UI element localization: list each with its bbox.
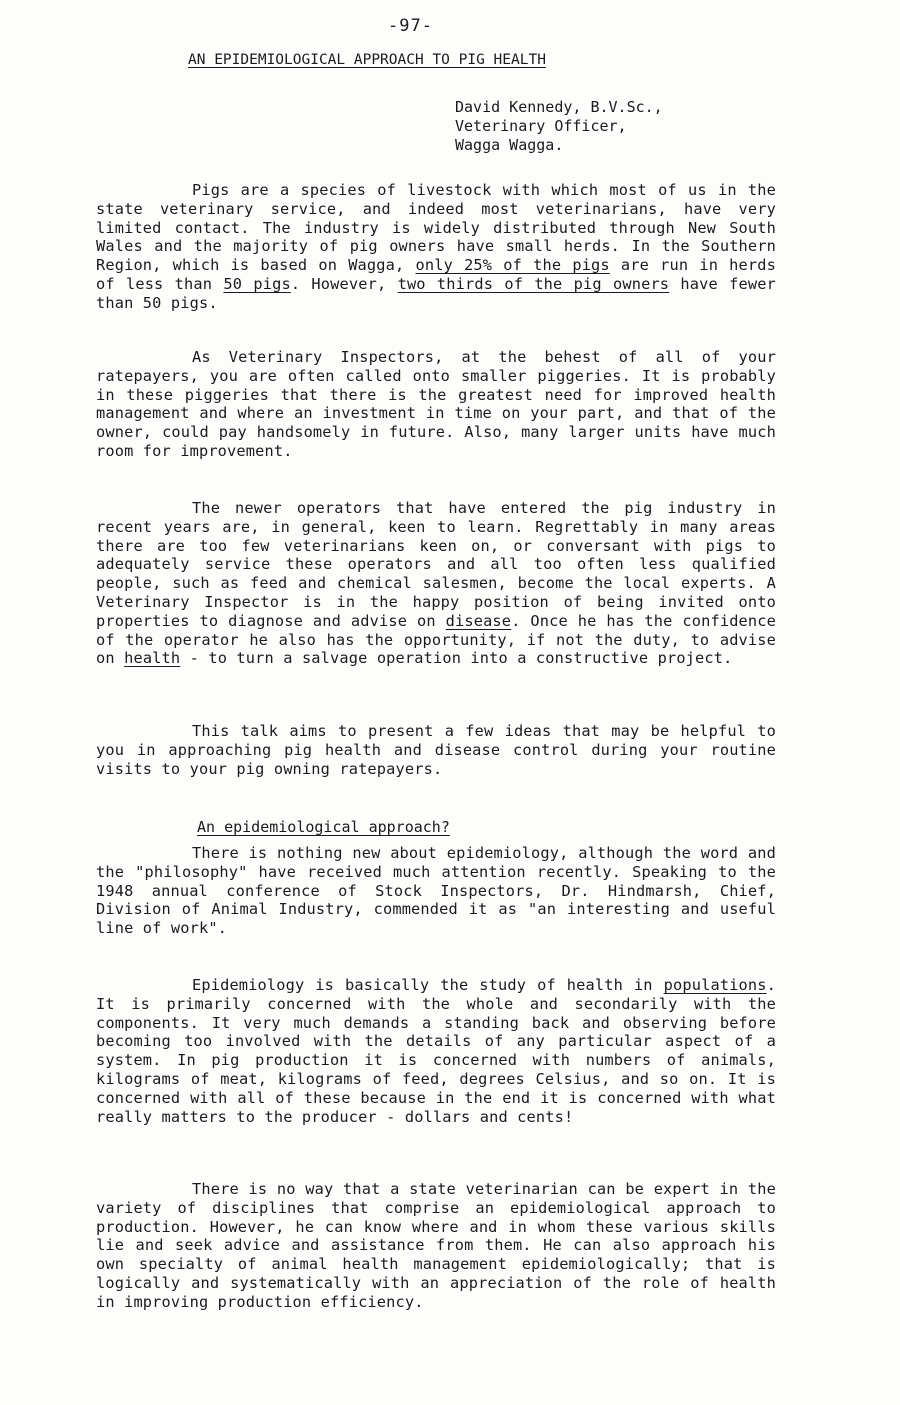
- underlined-text: 50 pigs: [223, 274, 291, 293]
- document-title: AN EPIDEMIOLOGICAL APPROACH TO PIG HEALTH: [188, 52, 546, 68]
- underlined-text: two thirds of the pig owners: [397, 274, 670, 293]
- author-name: David Kennedy, B.V.Sc.,: [455, 98, 663, 116]
- paragraph-text: Epidemiology is basically the study of health in: [192, 976, 664, 994]
- paragraph-talk-aims: This talk aims to present a few ideas that may be helpful to you in approaching pig health and disease control during your routine visits to your pig owning ratepayers.: [96, 722, 776, 778]
- paragraph-epidemiology-history: There is nothing new about epidemiology, although the word and the "philosophy" have received much attention recently. Speaking to the 1948 annual conference of Stock Inspectors, Dr. Hindmarsh, Chief, Division of Animal Industry, commended it as "an interesting and useful line of work".: [96, 844, 776, 938]
- paragraph-text: are run in herds of less than: [96, 256, 776, 293]
- author-location: Wagga Wagga.: [455, 136, 564, 154]
- paragraph-text: - to turn a salvage operation into a constructive project.: [180, 649, 733, 668]
- paragraph-text: Pigs are a species of livestock with which most of us in the state veterinary service, and indeed most veterinarians, have very limited contact. The industry is widely distributed through New South Wales and the majority of pig owners have small herds. In the Southern Region, which is based on Wagga,: [96, 181, 776, 275]
- paragraph-text: have fewer than 50 pigs.: [96, 274, 776, 312]
- section-heading: An epidemiological approach?: [197, 818, 450, 836]
- paragraph-text: . However,: [290, 274, 398, 293]
- underlined-text: disease: [445, 611, 512, 630]
- underlined-text: only 25% of the pigs: [415, 256, 610, 275]
- underlined-text: health: [124, 649, 181, 668]
- paragraph-text: . It is primarily concerned with the whole and secondarily with the components. It very much demands a standing back and observing before becoming too involved with the details of any particular aspect of a system. In pig production it is concerned with numbers of animals, kilograms of meat, kilograms of feed, degrees Celsius, and so on. It is concerned with all of these because in the end it is concerned with what really matters to the producer - dollars and cents!: [96, 976, 776, 1126]
- paragraph-text: The newer operators that have entered the pig industry in recent years are, in general, keen to learn. Regrettably in many areas there are too few veterinarians keen on, or conversant with pigs to adequately service these operators and all too often less qualified people, such as feed and chemical salesmen, become the local experts. A Veterinary Inspector is in the happy position of being invited onto properties to diagnose and advise on: [96, 499, 776, 630]
- paragraph-epidemiology-definition: [96, 976, 776, 1126]
- underlined-text: populations: [663, 976, 767, 994]
- paragraph-state-veterinarian: There is no way that a state veterinarian can be expert in the variety of disciplines that comprise an epidemiological approach to production. However, he can know where and in whom these various skills lie and seek advice and assistance from them. He can also approach his own specialty of animal health management epidemiologically; that is logically and systematically with an appreciation of the role of health in improving production efficiency.: [96, 1180, 776, 1311]
- paragraph-text: . Once he has the confidence of the operator he also has the opportunity, if not the duty, to advise on: [96, 611, 776, 668]
- author-block: [455, 98, 663, 155]
- page-number: -97-: [388, 16, 433, 36]
- paragraph-veterinary-inspectors: As Veterinary Inspectors, at the behest of all of your ratepayers, you are often called onto smaller piggeries. It is probably in these piggeries that there is the greatest need for improved health management and where an investment in time on your part, and that of the owner, could pay handsomely in future. Also, many larger units have much room for improvement.: [96, 348, 776, 460]
- paragraph-pig-industry: [96, 181, 776, 313]
- paragraph-newer-operators: [96, 499, 776, 668]
- author-position: Veterinary Officer,: [455, 117, 627, 135]
